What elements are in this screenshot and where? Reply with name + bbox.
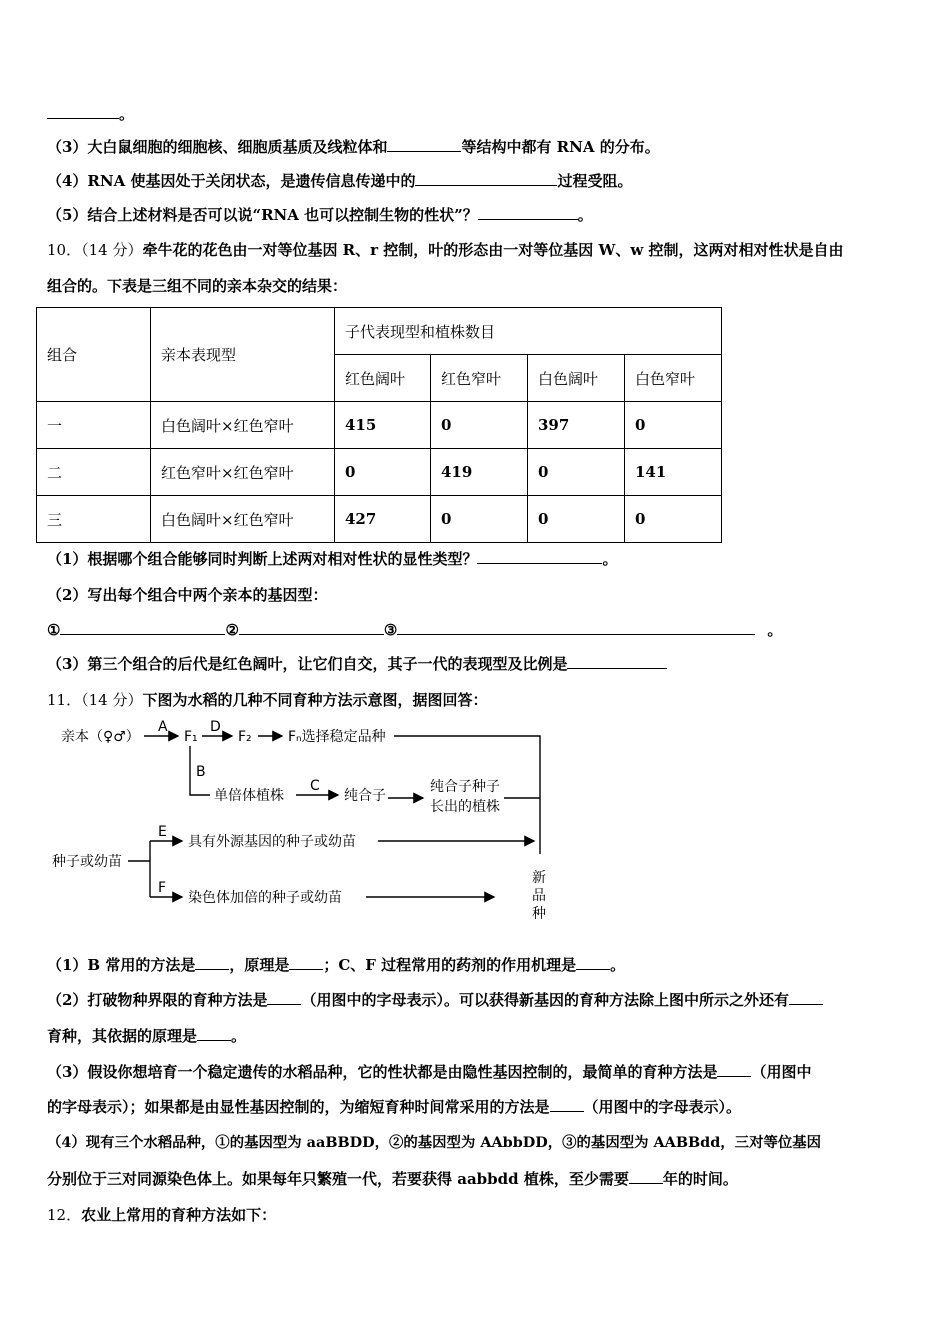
answer-blank[interactable]	[567, 654, 667, 669]
answer-blank[interactable]	[239, 620, 384, 635]
answer-blank[interactable]	[397, 620, 755, 635]
answer-blank[interactable]	[289, 955, 323, 970]
cell-value: 141	[625, 449, 722, 496]
table-row	[37, 496, 722, 543]
label-e: E	[158, 824, 167, 840]
q10-stem-line1: 10．（14 分）牵牛花的花色由一对等位基因 R、r 控制，叶的形态由一对等位基因 W、w 控制，这两对相对性状是自由	[47, 241, 844, 259]
q11-part3-cont: 的字母表示）；如果都是由显性基因控制的，为缩短育种时间常采用的方法是 （用图中的字母表示）。	[47, 1098, 742, 1116]
subheader: 红色窄叶	[431, 355, 528, 402]
q9-part4: （4）RNA 使基因处于关闭状态，是遗传信息传递中的 过程受阻。	[47, 172, 633, 190]
label-doubled: 染色体加倍的种子或幼苗	[188, 890, 342, 906]
label-seed: 种子或幼苗	[52, 854, 122, 870]
label-c: C	[310, 778, 320, 794]
q11-part1: （1）B 常用的方法是 ，原理是 ；C、F 过程常用的药剂的作用机理是 。	[47, 956, 626, 974]
label-new-2: 品	[532, 888, 546, 904]
cell-value: 415	[335, 402, 431, 449]
cell-value: 427	[335, 496, 431, 543]
q11-part3: （3）假设你想培育一个稳定遗传的水稻品种，它的性状都是由隐性基因控制的，最简单的育种方法是 （用图中	[47, 1063, 812, 1081]
question-score: （14 分）	[81, 241, 143, 259]
answer-blank[interactable]	[60, 620, 225, 635]
cell-parents: 白色阔叶×红色窄叶	[151, 402, 335, 449]
cell-value: 0	[431, 402, 528, 449]
table-row	[37, 449, 722, 496]
q11-part2-cont: 育种，其依据的原理是 。	[47, 1027, 247, 1045]
cell-value: 0	[431, 496, 528, 543]
cell-value: 0	[528, 496, 625, 543]
label-f2: F₂	[238, 729, 252, 745]
answer-blank[interactable]	[267, 990, 301, 1005]
cell-group: 二	[37, 449, 151, 496]
label-new-3: 种	[532, 906, 546, 922]
q10-part3: （3）第三个组合的后代是红色阔叶，让它们自交，其子一代的表现型及比例是	[47, 654, 667, 674]
answer-blank[interactable]	[576, 955, 610, 970]
answer-line-fragment: 。	[47, 104, 134, 124]
answer-blank[interactable]	[717, 1062, 751, 1077]
table-row	[37, 402, 722, 449]
q12-stem: 12．农业上常用的育种方法如下：	[47, 1206, 277, 1224]
header-group: 组合	[37, 308, 151, 402]
label-homo-seed-1: 纯合子种子	[430, 779, 500, 795]
label-f1: F₁	[184, 729, 198, 745]
label-b: B	[196, 764, 206, 780]
header-parents: 亲本表现型	[151, 308, 335, 402]
label-d: D	[210, 719, 221, 735]
q9-part3: （3）大白鼠细胞的细胞核、细胞质基质及线粒体和 等结构中都有 RNA 的分布。	[47, 138, 660, 156]
results-table	[36, 307, 722, 543]
question-score: （14 分）	[81, 691, 143, 709]
answer-blank[interactable]	[195, 955, 229, 970]
q11-part4: （4）现有三个水稻品种，①的基因型为 aaBBDD，②的基因型为 AAbbDD，③的基因型为 AABBdd，三对等位基因	[47, 1134, 822, 1151]
subheader: 白色阔叶	[528, 355, 625, 402]
answer-blank[interactable]	[789, 990, 823, 1005]
q10-part2: （2）写出每个组合中两个亲本的基因型：	[47, 586, 328, 604]
cell-value: 419	[431, 449, 528, 496]
answer-blank[interactable]	[415, 171, 557, 186]
cell-group: 三	[37, 496, 151, 543]
subheader: 白色窄叶	[625, 355, 722, 402]
label-parent: 亲本（♀♂）	[61, 729, 140, 745]
cell-value: 0	[625, 496, 722, 543]
q11-stem: 11．（14 分）下图为水稻的几种不同育种方法示意图，据图回答：	[47, 691, 488, 709]
answer-blank[interactable]	[47, 104, 119, 119]
q10-part2-answers: ① ② ③ 。	[47, 621, 783, 639]
cell-parents: 白色阔叶×红色窄叶	[151, 496, 335, 543]
cell-group: 一	[37, 402, 151, 449]
answer-blank[interactable]	[387, 137, 461, 152]
cell-value: 397	[528, 402, 625, 449]
q9-part5: （5）结合上述材料是否可以说“RNA 也可以控制生物的性状”？ 。	[47, 206, 593, 224]
q10-stem-line2: 组合的。下表是三组不同的亲本杂交的结果：	[47, 277, 348, 295]
question-number: 11．	[47, 691, 82, 709]
answer-blank[interactable]	[478, 205, 578, 220]
answer-blank[interactable]	[197, 1026, 231, 1041]
subheader: 红色阔叶	[335, 355, 431, 402]
answer-blank[interactable]	[550, 1097, 584, 1112]
label-new-1: 新	[532, 870, 546, 886]
q11-part2: （2）打破物种界限的育种方法是 （用图中的字母表示）。可以获得新基因的育种方法除上图中所示之外还有	[47, 990, 823, 1010]
cell-value: 0	[528, 449, 625, 496]
label-a: A	[158, 719, 168, 735]
label-fn: Fₙ选择稳定品种	[288, 729, 386, 745]
line-fn-to-new	[394, 736, 540, 854]
question-number: 12．	[47, 1206, 82, 1224]
label-foreign: 具有外源基因的种子或幼苗	[188, 834, 356, 850]
cell-parents: 红色窄叶×红色窄叶	[151, 449, 335, 496]
cell-value: 0	[335, 449, 431, 496]
answer-blank[interactable]	[477, 549, 602, 564]
label-homozygote: 纯合子	[344, 788, 386, 804]
q10-part1: （1）根据哪个组合能够同时判断上述两对相对性状的显性类型？ 。	[47, 550, 618, 568]
label-f: F	[158, 880, 167, 896]
label-haploid: 单倍体植株	[214, 788, 284, 804]
answer-blank[interactable]	[629, 1169, 663, 1184]
breeding-methods-diagram	[48, 714, 568, 929]
q11-part4-cont: 分别位于三对同源染色体上。如果每年只繁殖一代，若要获得 aabbdd 植株，至少需要 年的时间。	[47, 1170, 738, 1188]
header-offspring: 子代表现型和植株数目	[335, 308, 722, 355]
cell-value: 0	[625, 402, 722, 449]
label-homo-seed-2: 长出的植株	[430, 799, 500, 815]
question-number: 10．	[47, 241, 82, 259]
